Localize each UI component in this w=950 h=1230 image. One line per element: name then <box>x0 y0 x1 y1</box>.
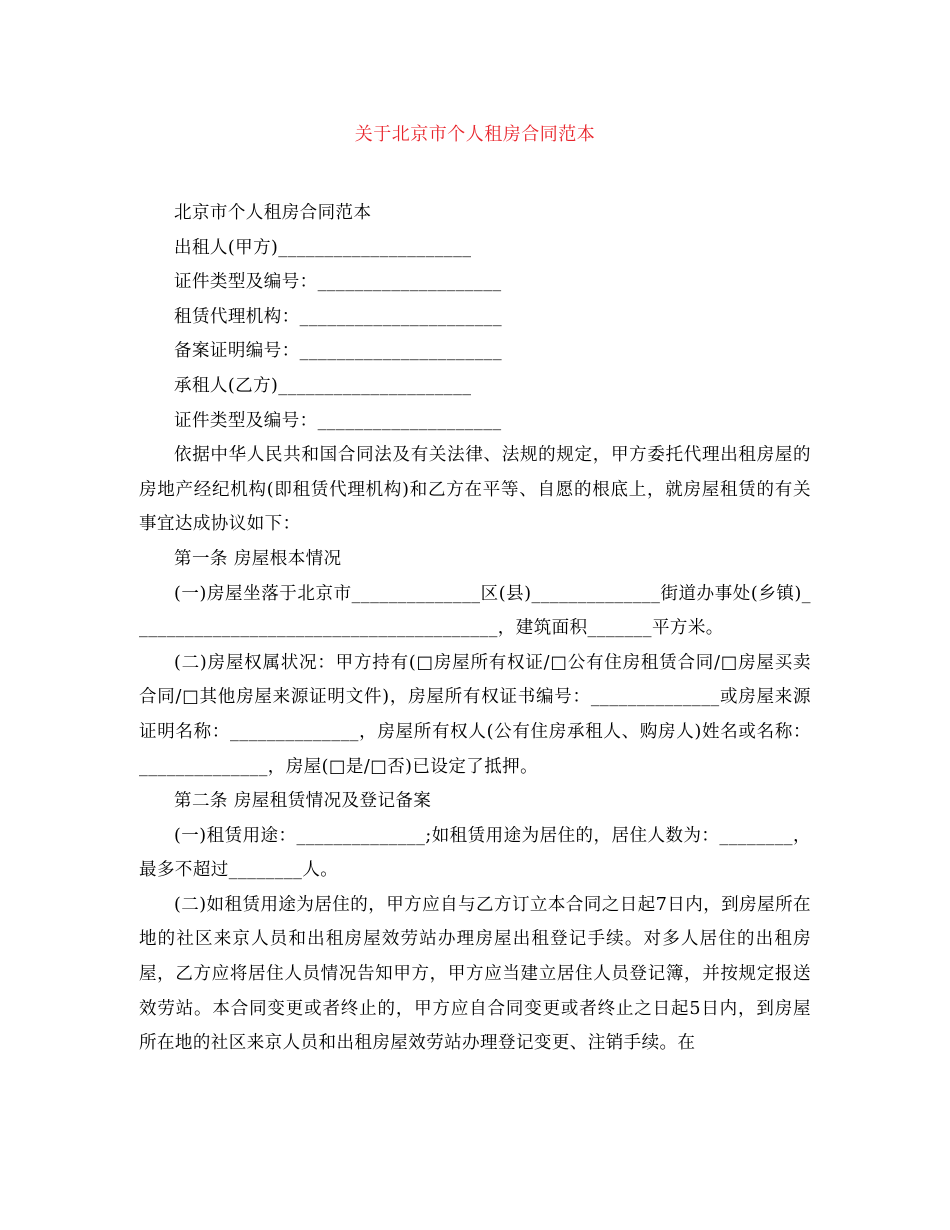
preamble-paragraph: 依据中华人民共和国合同法及有关法律、法规的规定，甲方委托代理出租房屋的房地产经纪机构(即租赁代理机构)和乙方在平等、自愿的根底上，就房屋租赁的有关事宜达成协议如下： <box>139 445 811 535</box>
lessee-field: 承租人(乙方)_____________________ <box>174 375 472 396</box>
article-clause: (一)房屋坐落于北京市______________区(县)______________街道办事处(乡镇)________________________________________，建筑面积_______平方米。 <box>139 583 811 639</box>
agency-field: 租赁代理机构：______________________ <box>174 306 503 327</box>
article-clause: (二)房屋权属状况：甲方持有(□房屋所有权证/□公有住房租赁合同/□房屋买卖合同/□其他房屋来源证明文件)，房屋所有权证书编号：______________或房屋来源证明名称：______________，房屋所有权人(公有住房承租人、购房人)姓名或名称：______________，房屋(□是/□否)已设定了抵押。 <box>139 652 811 777</box>
record-number-field: 备案证明编号：______________________ <box>174 341 503 362</box>
document-title: 关于北京市个人租房合同范本 <box>354 124 596 145</box>
article-heading: 第一条 房屋根本情况 <box>174 548 342 569</box>
article-clause: (一)租赁用途：______________;如租赁用途为居住的，居住人数为：________，最多不超过________人。 <box>139 825 811 881</box>
lessor-id-field: 证件类型及编号：____________________ <box>174 272 502 293</box>
lessor-field: 出租人(甲方)_____________________ <box>174 237 472 258</box>
article-clause: (二)如租赁用途为居住的，甲方应自与乙方订立本合同之日起7日内，到房屋所在地的社区来京人员和出租房屋效劳站办理房屋出租登记手续。对多人居住的出租房屋，乙方应将居住人员情况告知甲方，甲方应当建立居住人员登记簿，并按规定报送效劳站。本合同变更或者终止的，甲方应自合同变更或者终止之日起5日内，到房屋所在地的社区来京人员和出租房屋效劳站办理登记变更、注销手续。在 <box>139 894 811 1054</box>
body-paragraph: 北京市个人租房合同范本 <box>174 203 372 223</box>
document-body <box>139 196 811 1061</box>
lessee-id-field: 证件类型及编号：____________________ <box>174 410 502 431</box>
article-heading: 第二条 房屋租赁情况及登记备案 <box>174 791 432 812</box>
